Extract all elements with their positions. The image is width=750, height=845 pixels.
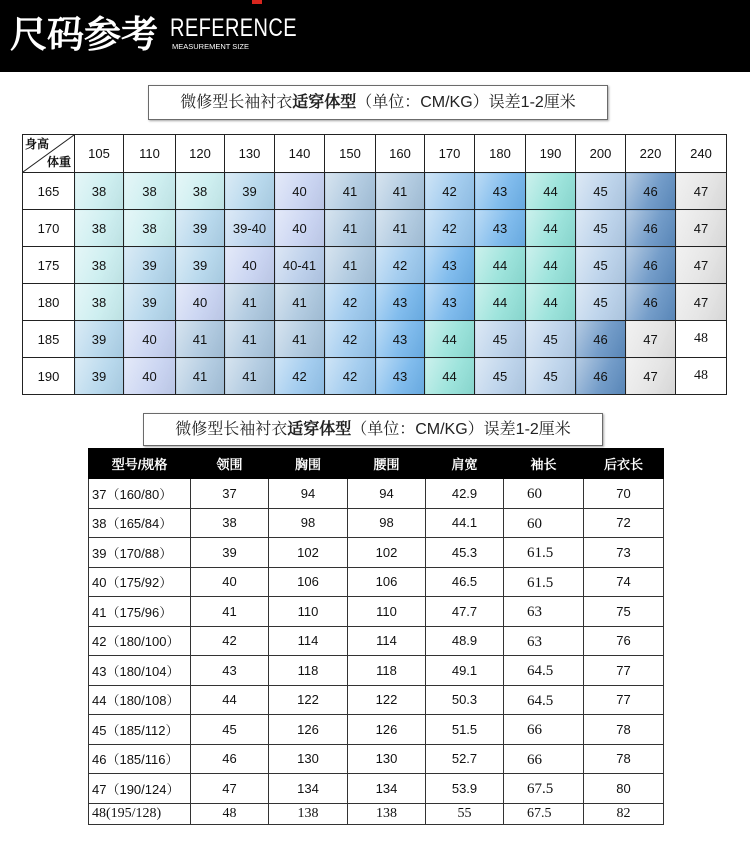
chest-cell: 138 [269, 803, 348, 824]
weight-column-header: 130 [225, 135, 275, 173]
recommended-size-cell: 47 [676, 210, 727, 247]
recommended-size-cell: 43 [475, 210, 526, 247]
recommended-size-cell: 38 [124, 210, 176, 247]
recommended-size-cell: 42 [325, 284, 376, 321]
recommended-size-cell: 38 [75, 210, 124, 247]
recommended-size-cell: 40 [176, 284, 225, 321]
recommended-size-cell: 45 [475, 358, 526, 395]
recommended-size-cell: 43 [475, 173, 526, 210]
recommended-size-cell: 39 [75, 321, 124, 358]
measurement-row [89, 744, 664, 774]
shoulder-cell: 50.3 [426, 685, 504, 715]
recommended-size-cell: 39 [176, 210, 225, 247]
recommended-size-cell: 44 [526, 210, 576, 247]
recommended-size-cell: 38 [75, 284, 124, 321]
height-row-label: 170 [23, 210, 75, 247]
height-row-label: 180 [23, 284, 75, 321]
collar-cell: 41 [191, 597, 269, 627]
waist-cell: 138 [348, 803, 426, 824]
corner-label-weight: 体重 [46, 155, 71, 169]
recommended-size-cell: 47 [626, 321, 676, 358]
recommended-size-cell: 46 [626, 247, 676, 284]
measurement-size-subtitle: MEASUREMENT SIZE [172, 42, 249, 51]
shoulder-cell: 52.7 [426, 744, 504, 774]
weight-column-header: 190 [526, 135, 576, 173]
chest-cell: 114 [269, 626, 348, 656]
fit-table-header-row [23, 135, 727, 173]
recommended-size-cell: 39 [176, 247, 225, 284]
caption-bold-text: 适穿体型 [292, 94, 357, 111]
back-length-cell: 80 [584, 774, 664, 804]
corner-label-height: 身高 [25, 137, 50, 151]
recommended-size-cell: 47 [676, 284, 727, 321]
caption-unit-text: （单位：CM/KG）误差1-2厘米 [351, 421, 571, 438]
size-spec-cell: 45（185/112） [89, 715, 191, 745]
sleeve-length-cell: 67.5 [504, 803, 584, 824]
measurement-row [89, 685, 664, 715]
chest-cell: 102 [269, 538, 348, 568]
back-length-cell: 78 [584, 744, 664, 774]
recommended-size-cell: 43 [425, 284, 475, 321]
caption-unit-text: （单位：CM/KG）误差1-2厘米 [356, 94, 576, 111]
shoulder-header: 肩宽 [426, 449, 504, 479]
weight-column-header: 120 [176, 135, 225, 173]
chest-header: 胸围 [269, 449, 348, 479]
measurement-header-row [89, 449, 664, 479]
waist-cell: 106 [348, 567, 426, 597]
back-length-header: 后衣长 [584, 449, 664, 479]
collar-cell: 39 [191, 538, 269, 568]
sleeve-length-header: 袖长 [504, 449, 584, 479]
recommended-size-cell: 40-41 [275, 247, 325, 284]
recommended-size-cell: 39 [225, 173, 275, 210]
size-spec-cell: 38（165/84） [89, 508, 191, 538]
measurement-row [89, 538, 664, 568]
back-length-cell: 74 [584, 567, 664, 597]
height-row-label: 175 [23, 247, 75, 284]
collar-cell: 37 [191, 479, 269, 509]
recommended-size-cell: 42 [325, 321, 376, 358]
recommended-size-cell: 39 [124, 247, 176, 284]
recommended-size-cell: 41 [325, 173, 376, 210]
sleeve-length-cell: 64.5 [504, 685, 584, 715]
shoulder-cell: 49.1 [426, 656, 504, 686]
collar-cell: 47 [191, 774, 269, 804]
recommended-size-cell: 41 [225, 321, 275, 358]
height-row-label: 185 [23, 321, 75, 358]
waist-cell: 122 [348, 685, 426, 715]
recommended-size-cell: 45 [526, 358, 576, 395]
sleeve-length-cell: 60 [504, 479, 584, 509]
recommended-size-cell: 41 [376, 210, 425, 247]
chest-cell: 118 [269, 656, 348, 686]
sleeve-length-cell: 67.5 [504, 774, 584, 804]
recommended-size-cell: 45 [576, 284, 626, 321]
back-length-cell: 75 [584, 597, 664, 627]
chest-cell: 130 [269, 744, 348, 774]
recommended-size-cell: 41 [275, 321, 325, 358]
sleeve-length-cell: 66 [504, 715, 584, 745]
size-spec-header: 型号/规格 [89, 449, 191, 479]
recommended-size-cell: 41 [225, 358, 275, 395]
recommended-size-cell: 45 [526, 321, 576, 358]
recommended-size-cell: 40 [124, 358, 176, 395]
recommended-size-cell: 42 [376, 247, 425, 284]
recommended-size-cell: 44 [475, 247, 526, 284]
waist-cell: 114 [348, 626, 426, 656]
top-accent-mark [252, 0, 262, 4]
waist-cell: 110 [348, 597, 426, 627]
sleeve-length-cell: 60 [504, 508, 584, 538]
recommended-size-cell: 43 [376, 358, 425, 395]
weight-column-header: 240 [676, 135, 727, 173]
waist-cell: 102 [348, 538, 426, 568]
shoulder-cell: 45.3 [426, 538, 504, 568]
measurement-row [89, 508, 664, 538]
recommended-size-cell: 39 [124, 284, 176, 321]
fit-table-row [23, 321, 727, 358]
shoulder-cell: 47.7 [426, 597, 504, 627]
collar-cell: 45 [191, 715, 269, 745]
recommended-size-cell: 44 [526, 284, 576, 321]
chest-cell: 134 [269, 774, 348, 804]
collar-cell: 43 [191, 656, 269, 686]
collar-cell: 46 [191, 744, 269, 774]
recommended-size-cell: 42 [275, 358, 325, 395]
recommended-size-cell: 47 [676, 173, 727, 210]
measurement-row [89, 567, 664, 597]
recommended-size-cell: 40 [124, 321, 176, 358]
back-length-cell: 77 [584, 656, 664, 686]
recommended-size-cell: 38 [75, 247, 124, 284]
chest-cell: 126 [269, 715, 348, 745]
garment-measurement-table [88, 448, 664, 825]
measurement-row [89, 715, 664, 745]
weight-column-header: 105 [75, 135, 124, 173]
collar-cell: 38 [191, 508, 269, 538]
measurement-row [89, 597, 664, 627]
recommended-size-cell: 41 [376, 173, 425, 210]
shoulder-cell: 55 [426, 803, 504, 824]
recommended-size-cell: 41 [275, 284, 325, 321]
fit-table-row [23, 284, 727, 321]
caption-text: 微修型长袖衬衣 [175, 421, 288, 438]
waist-cell: 134 [348, 774, 426, 804]
measurement-row [89, 774, 664, 804]
measurement-row [89, 626, 664, 656]
collar-cell: 44 [191, 685, 269, 715]
measurement-row [89, 479, 664, 509]
sleeve-length-cell: 64.5 [504, 656, 584, 686]
recommended-size-cell: 47 [676, 247, 727, 284]
recommended-size-cell: 41 [325, 210, 376, 247]
weight-column-header: 180 [475, 135, 526, 173]
sleeve-length-cell: 61.5 [504, 567, 584, 597]
height-row-label: 190 [23, 358, 75, 395]
fit-table-row [23, 247, 727, 284]
waist-cell: 94 [348, 479, 426, 509]
back-length-cell: 78 [584, 715, 664, 745]
shoulder-cell: 42.9 [426, 479, 504, 509]
recommended-size-cell: 45 [576, 247, 626, 284]
recommended-size-cell: 44 [425, 358, 475, 395]
weight-column-header: 160 [376, 135, 425, 173]
collar-cell: 42 [191, 626, 269, 656]
recommended-size-cell: 42 [425, 210, 475, 247]
sleeve-length-cell: 61.5 [504, 538, 584, 568]
recommended-size-cell: 39 [75, 358, 124, 395]
size-spec-cell: 42（180/100） [89, 626, 191, 656]
size-reference-title: 尺码参考 [10, 14, 158, 55]
size-spec-cell: 37（160/80） [89, 479, 191, 509]
size-spec-cell: 43（180/104） [89, 656, 191, 686]
caption-text: 微修型长袖衬衣 [180, 94, 293, 111]
back-length-cell: 70 [584, 479, 664, 509]
waist-cell: 98 [348, 508, 426, 538]
size-spec-cell: 44（180/108） [89, 685, 191, 715]
back-length-cell: 73 [584, 538, 664, 568]
recommended-size-cell: 46 [626, 210, 676, 247]
recommended-size-cell: 44 [425, 321, 475, 358]
weight-column-header: 110 [124, 135, 176, 173]
weight-column-header: 220 [626, 135, 676, 173]
size-spec-cell: 39（170/88） [89, 538, 191, 568]
recommended-size-cell: 45 [576, 173, 626, 210]
recommended-size-cell: 40 [225, 247, 275, 284]
recommended-size-cell: 41 [225, 284, 275, 321]
size-spec-cell: 46（185/116） [89, 744, 191, 774]
recommended-size-cell: 46 [626, 173, 676, 210]
recommended-size-cell: 41 [176, 321, 225, 358]
recommended-size-cell: 43 [376, 321, 425, 358]
chest-cell: 106 [269, 567, 348, 597]
recommended-size-cell: 46 [576, 321, 626, 358]
recommended-size-cell: 40 [275, 210, 325, 247]
back-length-cell: 77 [584, 685, 664, 715]
waist-cell: 118 [348, 656, 426, 686]
fit-table-row [23, 210, 727, 247]
recommended-size-cell: 44 [475, 284, 526, 321]
measurement-table-caption [143, 413, 603, 446]
recommended-size-cell: 41 [325, 247, 376, 284]
recommended-size-cell: 45 [576, 210, 626, 247]
recommended-size-cell: 45 [475, 321, 526, 358]
recommended-size-cell: 41 [176, 358, 225, 395]
recommended-size-cell: 47 [626, 358, 676, 395]
recommended-size-cell: 44 [526, 247, 576, 284]
recommended-size-cell: 39-40 [225, 210, 275, 247]
back-length-cell: 72 [584, 508, 664, 538]
sleeve-length-cell: 63 [504, 626, 584, 656]
recommended-size-cell: 48 [676, 358, 727, 395]
recommended-size-cell: 38 [124, 173, 176, 210]
shoulder-cell: 46.5 [426, 567, 504, 597]
recommended-size-cell: 40 [275, 173, 325, 210]
waist-header: 腰围 [348, 449, 426, 479]
reference-title: REFERENCE [170, 14, 297, 42]
recommended-size-cell: 46 [576, 358, 626, 395]
shoulder-cell: 48.9 [426, 626, 504, 656]
size-spec-cell: 40（175/92） [89, 567, 191, 597]
collar-cell: 40 [191, 567, 269, 597]
recommended-size-cell: 43 [425, 247, 475, 284]
back-length-cell: 76 [584, 626, 664, 656]
fit-table-caption [148, 85, 608, 120]
weight-column-header: 200 [576, 135, 626, 173]
recommended-size-cell: 42 [325, 358, 376, 395]
corner-header-cell [23, 135, 75, 173]
waist-cell: 126 [348, 715, 426, 745]
recommended-size-cell: 44 [526, 173, 576, 210]
measurement-row [89, 803, 664, 824]
size-spec-cell: 41（175/96） [89, 597, 191, 627]
weight-column-header: 150 [325, 135, 376, 173]
height-weight-fit-table [22, 134, 727, 395]
recommended-size-cell: 43 [376, 284, 425, 321]
weight-column-header: 170 [425, 135, 475, 173]
recommended-size-cell: 38 [176, 173, 225, 210]
height-row-label: 165 [23, 173, 75, 210]
collar-header: 领围 [191, 449, 269, 479]
recommended-size-cell: 46 [626, 284, 676, 321]
measurement-row [89, 656, 664, 686]
shoulder-cell: 53.9 [426, 774, 504, 804]
chest-cell: 110 [269, 597, 348, 627]
chest-cell: 98 [269, 508, 348, 538]
fit-table-row [23, 358, 727, 395]
chest-cell: 122 [269, 685, 348, 715]
size-spec-cell: 48(195/128) [89, 803, 191, 824]
sleeve-length-cell: 63 [504, 597, 584, 627]
waist-cell: 130 [348, 744, 426, 774]
recommended-size-cell: 38 [75, 173, 124, 210]
caption-bold-text: 适穿体型 [287, 421, 352, 438]
recommended-size-cell: 48 [676, 321, 727, 358]
sleeve-length-cell: 66 [504, 744, 584, 774]
chest-cell: 94 [269, 479, 348, 509]
shoulder-cell: 44.1 [426, 508, 504, 538]
weight-column-header: 140 [275, 135, 325, 173]
recommended-size-cell: 42 [425, 173, 475, 210]
back-length-cell: 82 [584, 803, 664, 824]
fit-table-row [23, 173, 727, 210]
page-header-bar [0, 0, 750, 72]
shoulder-cell: 51.5 [426, 715, 504, 745]
size-spec-cell: 47（190/124） [89, 774, 191, 804]
collar-cell: 48 [191, 803, 269, 824]
